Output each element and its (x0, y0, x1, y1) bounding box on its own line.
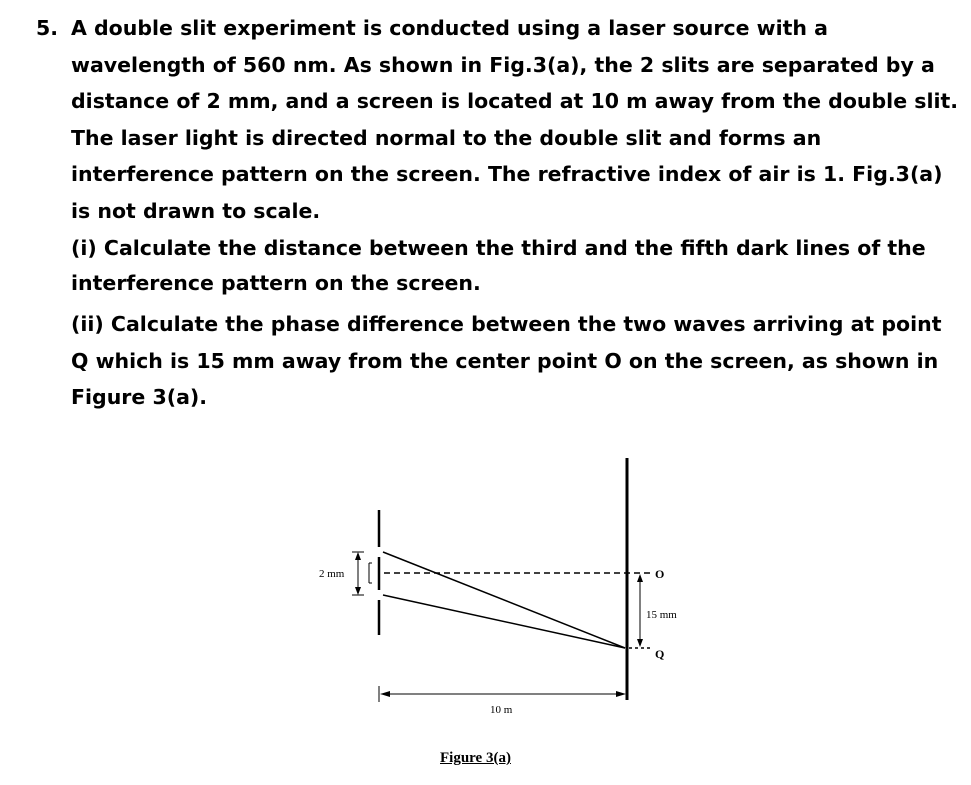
offset-label: 15 mm (646, 609, 677, 621)
figure-3a (0, 450, 971, 785)
distance-dimension-arrow-left (380, 691, 390, 697)
distance-label: 10 m (490, 704, 513, 716)
distance-dimension-arrow-right (616, 691, 626, 697)
ray-from-top-slit (383, 552, 625, 648)
question-intro: A double slit experiment is conducted using a laser source with a wavelength of 560 nm. As shown in Fig.3(a), the 2 slits are separated by a distance of 2 mm, and a screen is located at 10 m away from the double slit. The laser light is directed normal to the double slit and forms an interference pattern on the screen. The refractive index of air is 1. Fig.3(a) is not drawn to scale. (71, 16, 959, 223)
point-o-label: O (655, 567, 665, 581)
slit-separation-label: 2 mm (319, 568, 345, 580)
question-part-ii: (ii) Calculate the phase difference between the two waves arriving at point Q which is 15 mm away from the center point O on the screen, as shown in Figure 3(a). (71, 312, 942, 409)
slit-dimension-arrow-down (355, 587, 361, 595)
question-number: 5. (36, 16, 59, 40)
point-q-label: Q (655, 647, 665, 661)
question-body (71, 10, 961, 416)
figure-caption: Figure 3(a) (440, 750, 511, 766)
question-part-i: (i) Calculate the distance between the third and the fifth dark lines of the interference pattern on the screen. (71, 236, 926, 295)
offset-dimension-arrow-down (637, 639, 643, 647)
double-slit-diagram (0, 450, 971, 785)
slit-dimension-arrow-up (355, 552, 361, 560)
ray-from-bottom-slit (383, 595, 625, 648)
offset-dimension-arrow-up (637, 574, 643, 582)
